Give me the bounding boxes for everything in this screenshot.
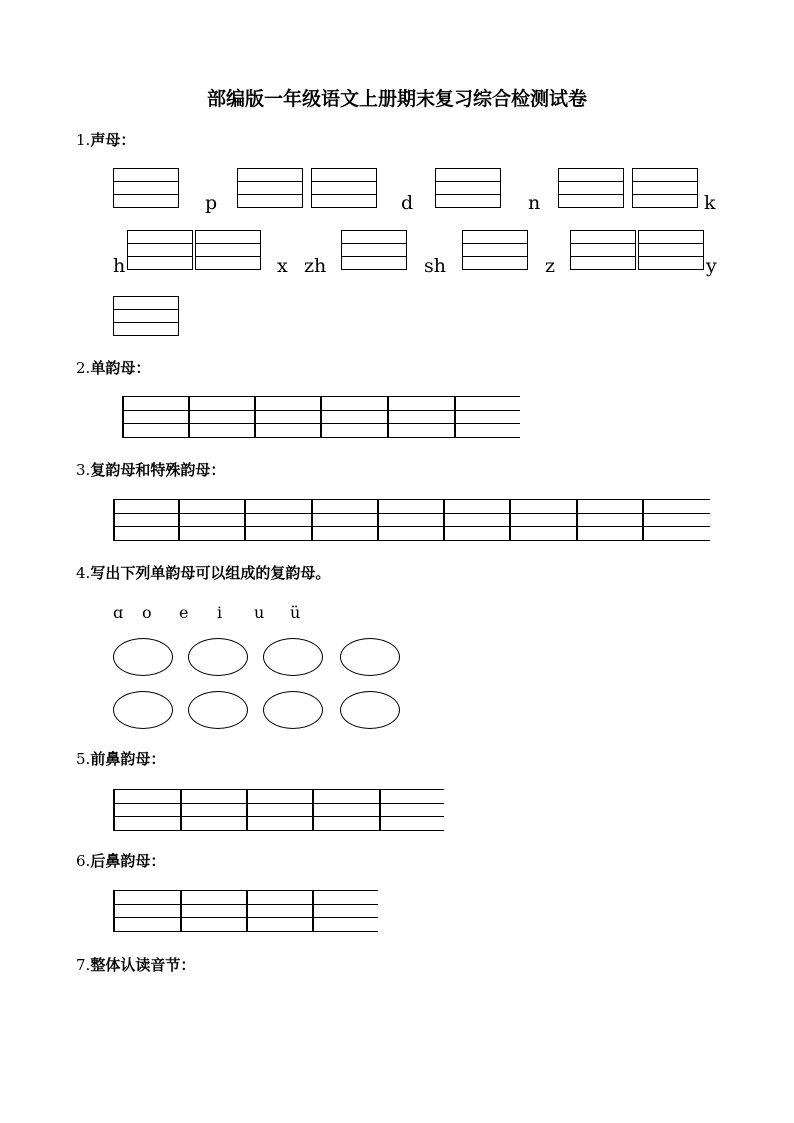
vowel-letter: ü <box>290 603 301 622</box>
question-number: 7. <box>76 956 91 974</box>
pinyin-box[interactable] <box>113 296 179 336</box>
strip-divider <box>312 890 314 932</box>
question-label: 写出下列单韵母可以组成的复韵母。 <box>90 564 331 582</box>
question-label: 后鼻韵母： <box>90 852 166 870</box>
strip-divider <box>320 396 322 438</box>
strip-divider <box>443 499 445 541</box>
consonant-letter: p <box>205 192 218 214</box>
question-2-heading <box>76 357 150 378</box>
pinyin-box[interactable] <box>127 230 193 270</box>
consonant-letter: n <box>528 192 541 214</box>
consonant-letter: d <box>401 192 414 214</box>
pinyin-writing-strip[interactable] <box>113 789 444 831</box>
answer-oval[interactable] <box>340 638 400 676</box>
strip-divider <box>311 499 313 541</box>
question-number: 3. <box>76 461 91 479</box>
answer-oval[interactable] <box>340 691 400 729</box>
strip-divider <box>379 789 381 831</box>
question-label: 单韵母： <box>90 359 151 377</box>
answer-oval[interactable] <box>188 638 248 676</box>
question-number: 1. <box>76 131 91 149</box>
consonant-letter: zh <box>304 255 327 277</box>
pinyin-box[interactable] <box>462 230 528 270</box>
answer-oval[interactable] <box>188 691 248 729</box>
question-label: 声母： <box>90 131 136 149</box>
strip-divider <box>246 890 248 932</box>
strip-divider <box>576 499 578 541</box>
strip-divider <box>188 396 190 438</box>
consonant-letter: z <box>545 255 556 277</box>
answer-oval[interactable] <box>113 638 173 676</box>
vowel-letter: ɑ <box>113 603 124 622</box>
consonant-letter: k <box>704 192 716 214</box>
pinyin-box[interactable] <box>237 168 303 208</box>
pinyin-box[interactable] <box>558 168 624 208</box>
strip-divider <box>246 789 248 831</box>
question-number: 4. <box>76 564 91 582</box>
strip-divider <box>254 396 256 438</box>
question-6-heading <box>76 850 165 871</box>
question-number: 6. <box>76 852 91 870</box>
pinyin-writing-strip[interactable] <box>113 499 710 541</box>
strip-divider <box>178 499 180 541</box>
strip-divider <box>113 499 115 541</box>
consonant-letter: sh <box>424 255 446 277</box>
question-5-heading <box>76 748 165 769</box>
consonant-letter: h <box>113 255 126 277</box>
question-label: 复韵母和特殊韵母： <box>90 461 226 479</box>
strip-divider <box>312 789 314 831</box>
pinyin-box[interactable] <box>570 230 636 270</box>
pinyin-box[interactable] <box>341 230 407 270</box>
question-3-heading <box>76 459 225 480</box>
pinyin-box[interactable] <box>638 230 704 270</box>
question-label: 前鼻韵母： <box>90 750 166 768</box>
strip-divider <box>387 396 389 438</box>
strip-divider <box>113 789 115 831</box>
strip-divider <box>122 396 124 438</box>
strip-divider <box>244 499 246 541</box>
question-label: 整体认读音节： <box>90 956 196 974</box>
answer-oval[interactable] <box>113 691 173 729</box>
page-title: 部编版一年级语文上册期末复习综合检测试卷 <box>206 88 587 110</box>
vowel-letter: o <box>142 603 152 622</box>
pinyin-box[interactable] <box>113 168 179 208</box>
pinyin-box[interactable] <box>311 168 377 208</box>
answer-oval[interactable] <box>263 638 323 676</box>
vowel-letter: e <box>179 603 189 622</box>
pinyin-box[interactable] <box>195 230 261 270</box>
strip-divider <box>377 499 379 541</box>
vowel-letter: i <box>217 603 223 622</box>
strip-divider <box>180 890 182 932</box>
vowel-letter: u <box>254 603 265 622</box>
consonant-letter: y <box>706 255 717 277</box>
strip-divider <box>180 789 182 831</box>
strip-divider <box>642 499 644 541</box>
question-number: 2. <box>76 359 91 377</box>
answer-oval[interactable] <box>263 691 323 729</box>
question-number: 5. <box>76 750 91 768</box>
question-7-heading <box>76 954 195 975</box>
consonant-letter: x <box>277 255 288 277</box>
question-1-heading <box>76 129 135 150</box>
pinyin-box[interactable] <box>632 168 698 208</box>
pinyin-box[interactable] <box>435 168 501 208</box>
strip-divider <box>454 396 456 438</box>
strip-divider <box>113 890 115 932</box>
strip-divider <box>509 499 511 541</box>
question-4-heading <box>76 562 330 583</box>
